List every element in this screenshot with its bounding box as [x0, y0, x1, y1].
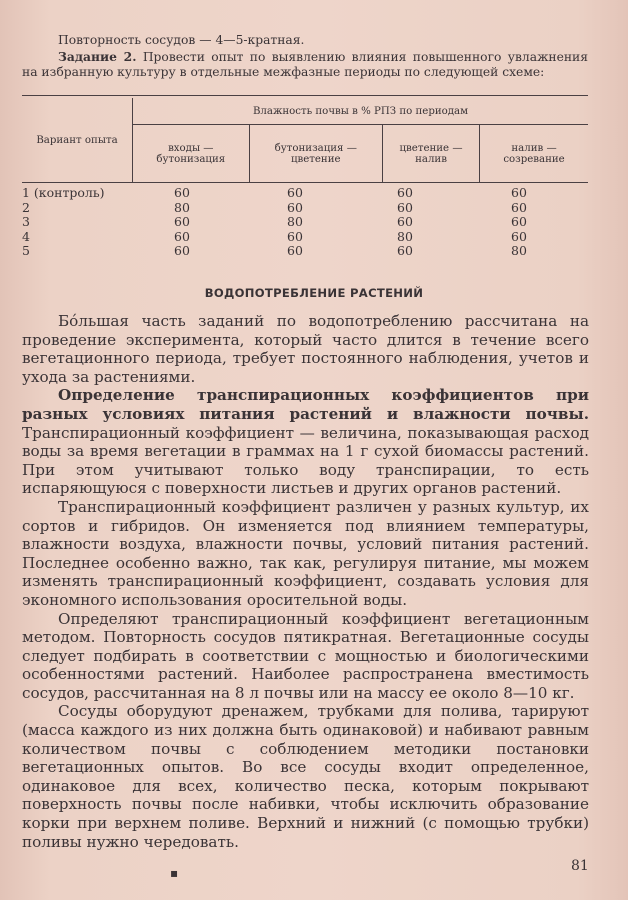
page-number: 81 [571, 858, 589, 874]
variant-cell: 2 [22, 199, 30, 215]
variant-cell: 3 [22, 214, 30, 230]
value-cell: 60 [511, 199, 527, 215]
value-cell: 80 [397, 228, 413, 244]
value-cell: 60 [397, 199, 413, 215]
print-mark-icon: ▪ [170, 866, 179, 880]
repetition-line: Повторность сосудов — 4—5-кратная. [58, 33, 305, 47]
task-2-label: Задание 2. [58, 48, 137, 64]
value-cell: 60 [287, 228, 303, 244]
value-cell: 60 [511, 185, 527, 200]
value-cell: 60 [174, 228, 190, 244]
table-row [22, 215, 588, 230]
table-row [22, 244, 588, 259]
period-header-1: входы — бутонизация [133, 125, 250, 183]
task-2-paragraph [22, 49, 588, 81]
table-row [22, 201, 588, 216]
paragraph-5: Сосуды оборудуют дренажем, трубками для полива, тарируют (масса каждого из них должна быть одинаковой) и набивают равным количеством почвы с соблюдением методики постановки вегетационных опытов. Во все сосуды входит определенное, одинаковое для всех, количество песка, которым покрывают поверхность почвы после набивки, чтобы исключить образование корки при верхнем поливе. Верхний и нижний (с помощью трубки) поливы нужно чередовать. [22, 702, 589, 851]
value-cell: 60 [511, 228, 527, 244]
period-header-2: бутонизация — цветение [249, 125, 382, 183]
paragraph-4: Определяют транспирационный коэффициент вегетационным методом. Повторность сосудов пятикратная. Вегетационные сосуды следует подбирать в соответствии с мощностью и биологическими особенностями растений. Наиболее распространена вместимость сосудов, рассчитанная на 8 л почвы или на массу ее около 8—10 кг. [22, 609, 589, 702]
value-cell: 60 [174, 243, 190, 259]
table-top-rule [22, 95, 588, 96]
value-cell: 80 [174, 199, 190, 215]
value-cell: 60 [174, 214, 190, 230]
task-2-text: Провести опыт по выявлению влияния повышенного увлажнения на избранную культуру в отдельные межфазные периоды по следующей схеме: [22, 49, 588, 79]
variant-cell: 1 (контроль) [22, 185, 105, 200]
value-cell: 80 [287, 214, 303, 230]
value-cell: 60 [397, 214, 413, 230]
value-cell: 60 [511, 214, 527, 230]
value-cell: 60 [174, 185, 190, 200]
section-heading: ВОДОПОТРЕБЛЕНИЕ РАСТЕНИЙ [204, 286, 424, 300]
table-header-rule [22, 182, 588, 183]
variant-cell: 5 [22, 243, 30, 259]
table-body [22, 186, 588, 259]
period-header-3: цветение — налив [382, 125, 479, 183]
table-row [22, 230, 588, 245]
paragraph-3: Транспирационный коэффициент различен у разных культур, их сортов и гибридов. Он изменяется под влиянием температуры, влажности воздуха, влажности почвы, условий питания растений. Последнее особенно важно, так как, регулируя питание, мы можем изменять транспирационный коэффициент, создавать условия для экономного использования оросительной воды. [22, 497, 589, 609]
paragraph-2-heading: Определение транспирационных коэффициентов при разных условиях питания растений и влажности почвы. [22, 386, 589, 423]
value-cell: 80 [511, 243, 527, 259]
paragraph-1: Бо́льшая часть заданий по водопотреблению рассчитана на проведение эксперимента, который часто длится в течение всего вегетационного периода, требует постоянного наблюдения, учетов и ухода за растениями. [22, 312, 589, 386]
soil-moisture-group-header: Влажность почвы в % РПЗ по периодам [252, 105, 469, 117]
table-row [22, 186, 588, 201]
moisture-scheme-table [22, 98, 588, 182]
value-cell: 60 [397, 243, 413, 259]
value-cell: 60 [287, 199, 303, 215]
value-cell: 60 [397, 185, 413, 200]
variant-column-header: Вариант опыта [22, 98, 133, 182]
period-header-4: налив — созревание [480, 125, 588, 183]
paragraph-2 [22, 386, 589, 498]
paragraph-2-text: Транспирационный коэффициент — величина, показывающая расход воды за время вегетации в граммах на 1 г сухой биомассы растений. При этом учитывают только воду транспирации, то есть испаряющуюся с поверхности листьев и других органов растений. [22, 423, 589, 498]
value-cell: 60 [287, 243, 303, 259]
main-text [22, 312, 589, 851]
variant-cell: 4 [22, 228, 30, 244]
intro-block [22, 33, 588, 81]
value-cell: 60 [287, 185, 303, 200]
